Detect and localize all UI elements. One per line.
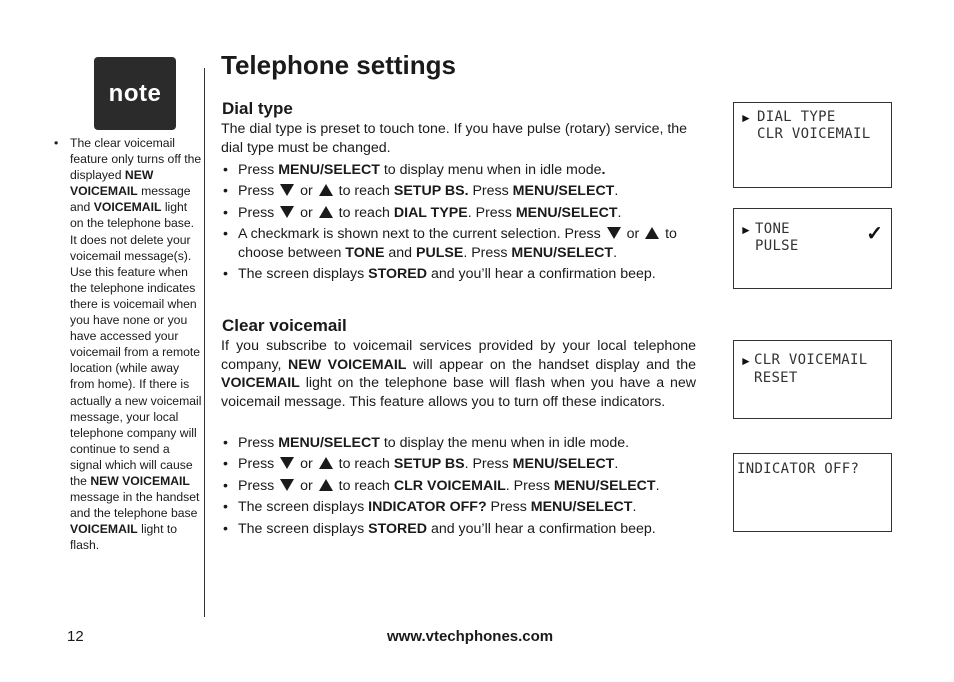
text-run: light on the telephone base will flash when you have a new voicemail message. This feature allows you to turn off these indicators. [221,375,696,411]
down-arrow-icon [280,206,294,218]
text-run: . Press [464,456,513,473]
bold-text: MENU/SELECT [278,435,380,451]
text-run: . Press [463,244,512,261]
lcd-line-1: INDICATOR OFF? [737,461,860,477]
sidebar-note-text [70,135,204,553]
bold-text: VOICEMAIL [70,522,138,537]
text-run: or [296,477,317,494]
dial-type-heading: Dial type [222,99,293,118]
bold-text: . [601,162,606,178]
step-item [221,265,711,284]
text-run: or [622,226,644,243]
step-item [221,434,711,453]
bold-text: CLR VOICEMAIL [393,477,506,494]
dial-type-intro: The dial type is preset to touch tone. If you have pulse (rotary) service, the dial type must be changed. [221,121,688,156]
up-arrow-icon [645,227,659,239]
lcd-line-1: TONE [755,221,790,237]
bold-text: MENU/SELECT [512,456,615,473]
bold-text: NEW VOICEMAIL [287,356,407,373]
text-run: to display the menu when in idle mode. [379,435,630,451]
bold-text: STORED [368,266,427,283]
step-item [221,520,711,539]
text-run: and you’ll hear a confirmation beep. [427,266,656,283]
note-badge: note [94,57,176,130]
text-run: The clear voicemail feature only turns off the displayed [70,136,202,183]
text-run: message and [70,184,191,215]
text-run: Press [238,435,279,451]
dial-type-steps [221,161,711,287]
text-run: . [613,244,618,261]
lcd-screen-dial-type [733,102,892,188]
text-run: Press [238,477,279,494]
lcd-cursor-icon: ► [740,223,752,237]
lcd-line-1: DIAL TYPE [757,109,836,125]
text-run: light on the telephone base. It does not delete your voicemail message(s). Use this feature when the telephone indicates there is voicemail when you have none or you have accessed your voicemail from a remote location (while away from home). If there is actually a new voicemail message, your local telephone company will continue to send a signal which will cause the [70,200,202,488]
page-title: Telephone settings [221,50,456,80]
bold-text: MENU/SELECT [515,204,618,221]
up-arrow-icon [319,184,333,196]
bold-text: DIAL TYPE [393,204,468,221]
text-run: . [655,477,660,494]
bold-text: NEW VOICEMAIL [90,473,190,488]
up-arrow-icon [319,479,333,491]
step-item [221,204,711,223]
lcd-screen-indicator-off [733,453,892,532]
lcd-line-2: RESET [754,370,798,386]
lcd-line-1: CLR VOICEMAIL [754,352,868,368]
text-run: A checkmark is shown next to the current selection. Press [238,226,605,243]
bold-text: MENU/SELECT [530,499,633,516]
bold-text: SETUP BS. [393,183,469,200]
text-run: Press [238,204,279,221]
text-run: . [614,183,619,200]
bold-text: NEW VOICEMAIL [70,168,154,199]
checkmark-icon: ✓ [866,223,883,245]
lcd-line-2: CLR VOICEMAIL [757,126,871,142]
down-arrow-icon [607,227,621,239]
bold-text: VOICEMAIL [221,375,300,392]
text-run: or [296,456,317,473]
sidebar-bullet: • [54,136,59,150]
text-run: Press [486,499,531,516]
bold-text: MENU/SELECT [553,477,656,494]
text-run: to display menu when in idle mode [379,162,602,178]
step-item [221,225,711,262]
lcd-screen-tone-pulse [733,208,892,289]
text-run: Press [238,162,279,178]
bold-text: MENU/SELECT [278,162,380,178]
text-run: The screen displays [238,499,369,516]
step-item [221,498,711,517]
bold-text: TONE [345,244,385,261]
text-run: . [617,204,622,221]
up-arrow-icon [319,206,333,218]
bold-text: MENU/SELECT [512,183,615,200]
bold-text: PULSE [416,244,464,261]
lcd-cursor-icon: ► [740,111,752,125]
text-run: The screen displays [238,266,369,283]
text-run: . Press [505,477,554,494]
down-arrow-icon [280,457,294,469]
text-run: Press [238,456,279,473]
text-run: . Press [467,204,516,221]
clear-voicemail-intro [221,337,696,412]
bold-text: INDICATOR OFF? [368,499,487,516]
step-item [221,161,711,180]
sidebar-note [54,135,204,553]
up-arrow-icon [319,457,333,469]
text-run: The screen displays [238,520,369,537]
bold-text: STORED [368,520,427,537]
text-run: will appear on the handset display and the [406,356,696,373]
text-run: or [296,183,317,200]
text-run: to reach [334,204,394,221]
step-item [221,182,711,201]
text-run: Press [468,183,513,200]
step-item [221,455,711,474]
text-run: to choose between [238,226,677,261]
down-arrow-icon [280,184,294,196]
lcd-line-2: PULSE [755,238,799,254]
text-run: and you’ll hear a confirmation beep. [427,520,656,537]
page-number: 12 [67,628,84,645]
text-run: message in the handset and the telephone base [70,490,200,521]
column-divider [204,68,205,617]
step-item [221,477,711,496]
text-run: . [632,499,637,516]
text-run: to reach [334,477,394,494]
text-run: If you subscribe to voicemail services provided by your local telephone company, [221,338,696,373]
text-run: Press [238,183,279,200]
clear-voicemail-heading: Clear voicemail [222,316,347,335]
text-run: and [384,244,416,261]
bold-text: SETUP BS [393,456,465,473]
text-run: or [296,204,317,221]
clear-voicemail-steps [221,434,711,541]
text-run: light to flash. [70,522,178,553]
lcd-cursor-icon: ► [740,354,752,368]
footer-url: www.vtechphones.com [387,628,554,645]
text-run: . [614,456,619,473]
bold-text: VOICEMAIL [93,200,162,215]
text-run: to reach [334,456,394,473]
lcd-screen-clr-voicemail [733,340,892,419]
down-arrow-icon [280,479,294,491]
bold-text: MENU/SELECT [511,244,614,261]
text-run: to reach [334,183,394,200]
